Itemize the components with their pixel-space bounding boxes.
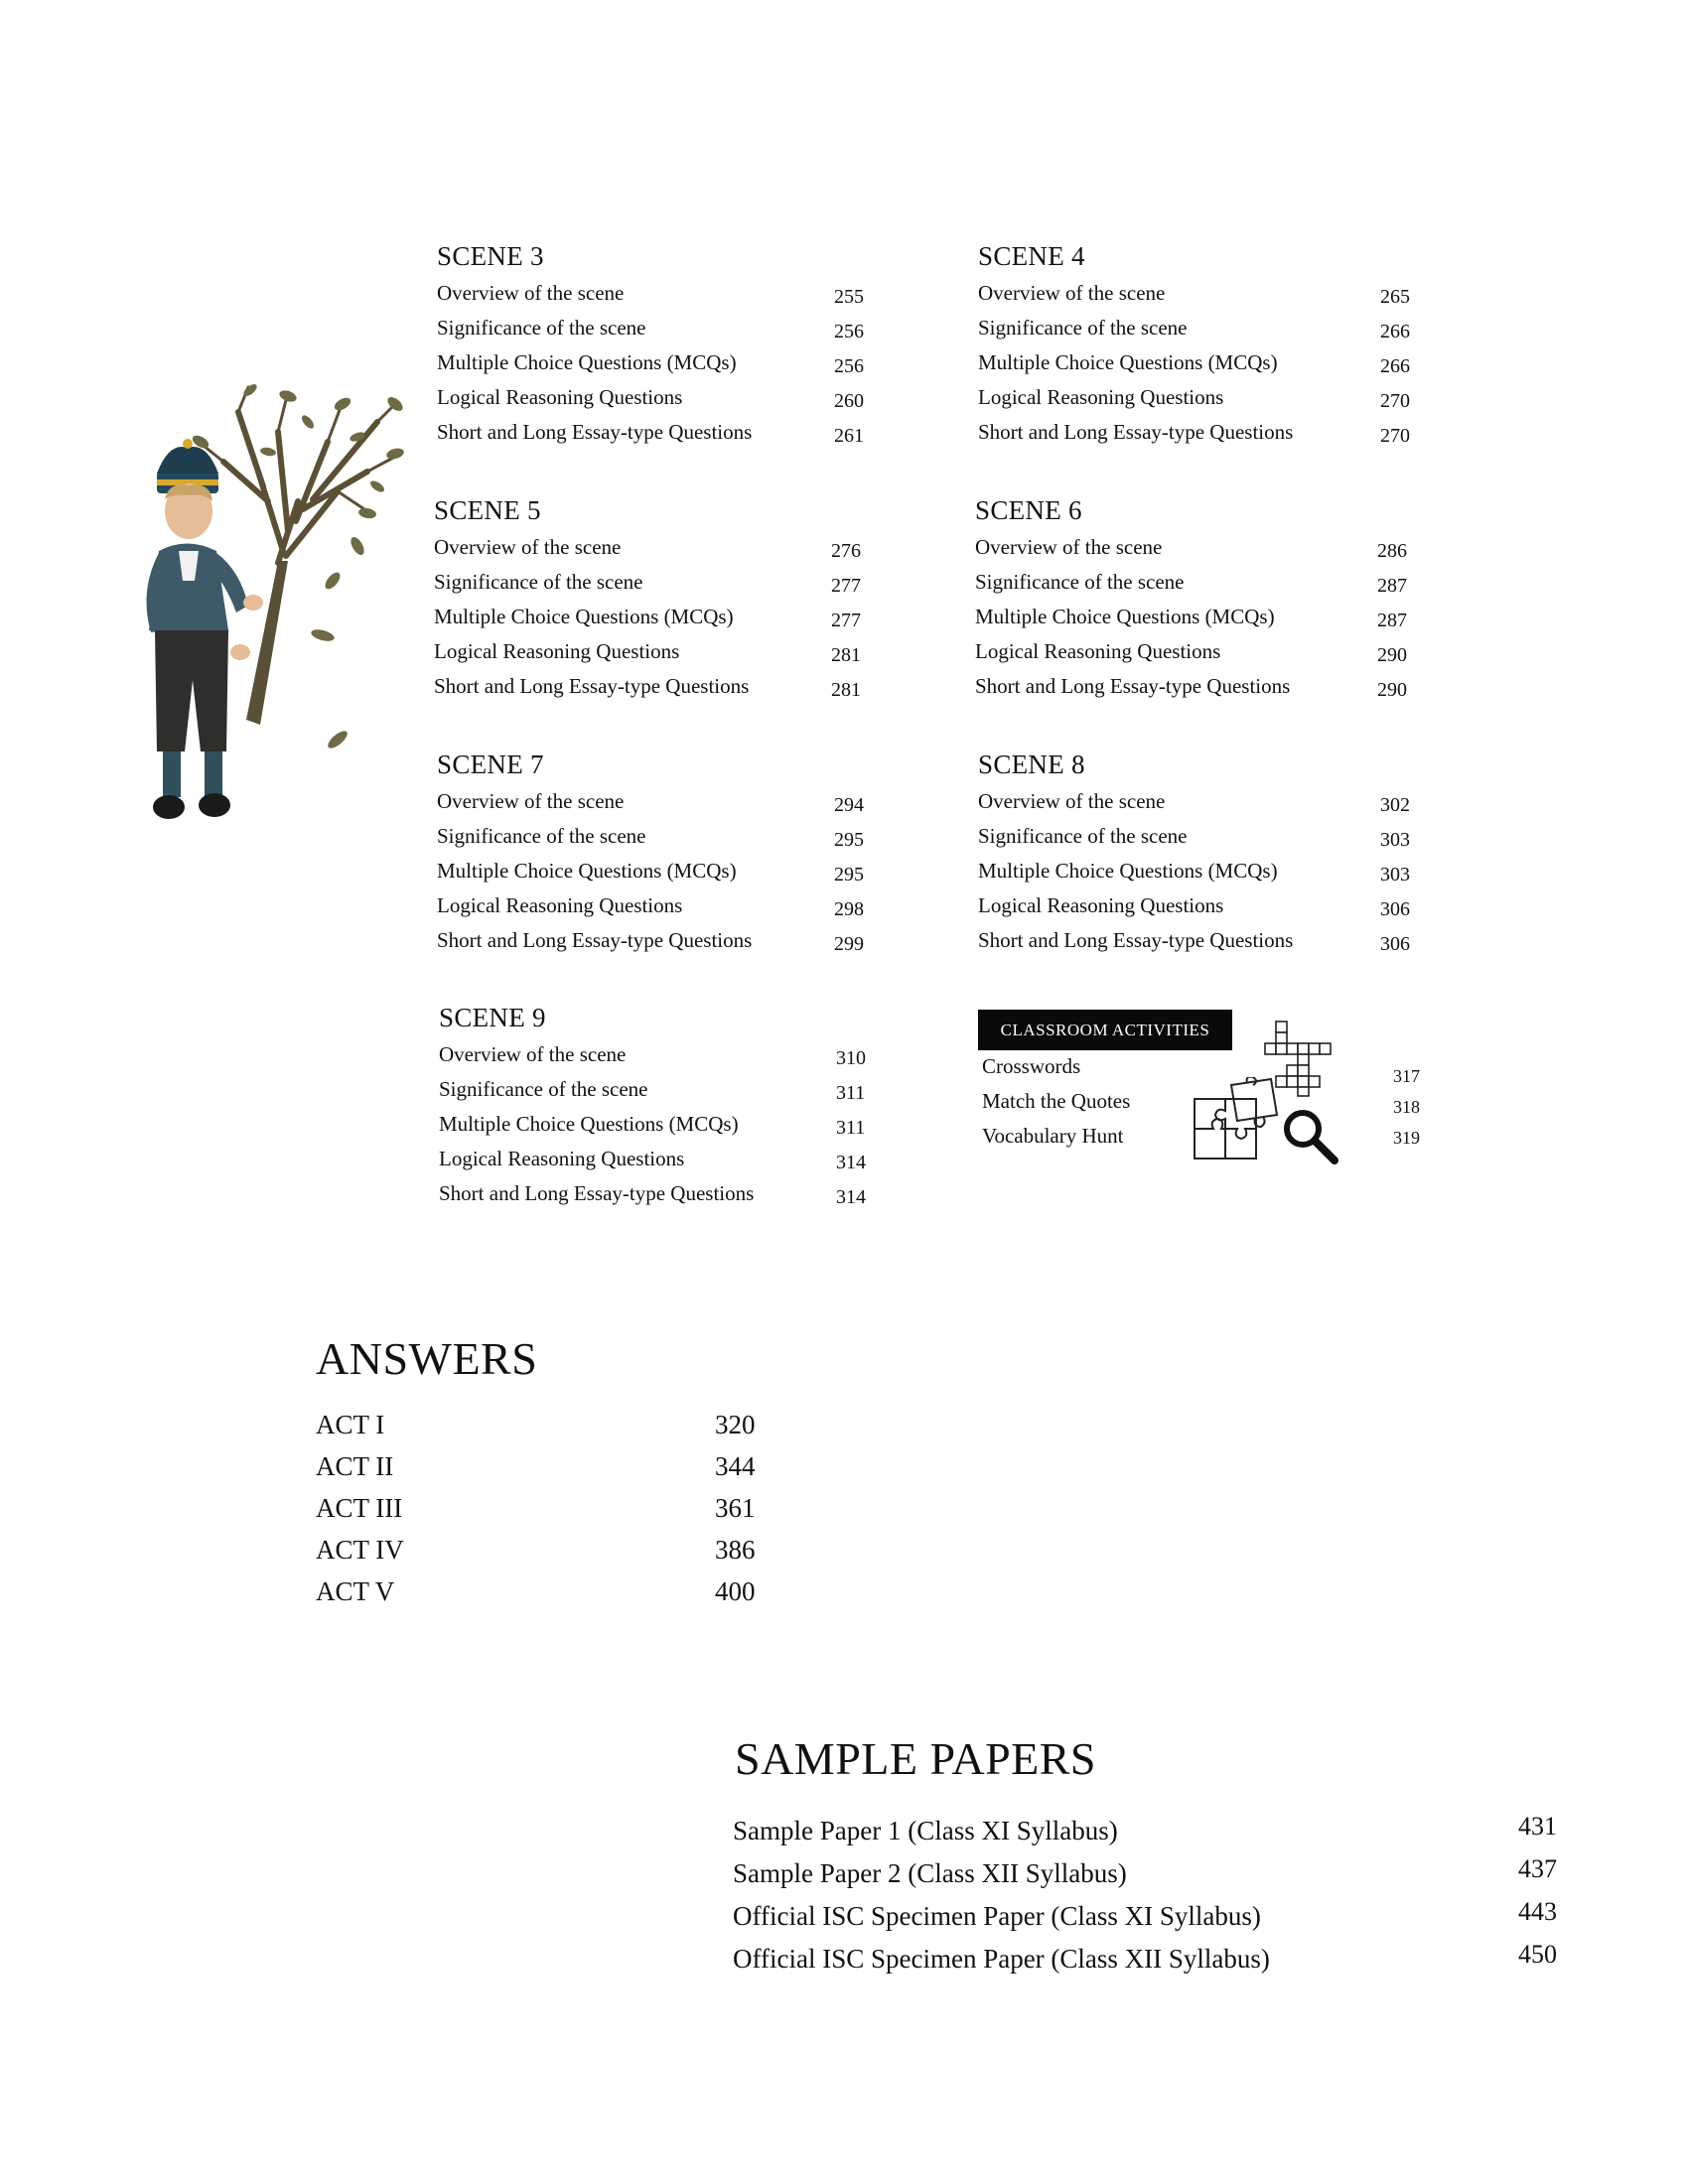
toc-label: Short and Long Essay-type Questions — [439, 1181, 755, 1205]
toc-page: 281 — [831, 644, 861, 666]
answer-label: ACT II — [316, 1451, 394, 1481]
toc-label: Short and Long Essay-type Questions — [978, 420, 1294, 444]
toc-row — [975, 530, 1412, 565]
toc-row — [978, 415, 1415, 450]
toc-page: 287 — [1377, 575, 1407, 597]
toc-page: 266 — [1380, 321, 1410, 342]
answers-heading: ANSWERS — [316, 1333, 538, 1384]
toc-page: 298 — [834, 898, 864, 920]
toc-label: Overview of the scene — [439, 1042, 627, 1066]
toc-page: 266 — [1380, 355, 1410, 377]
answer-label: ACT III — [316, 1493, 403, 1523]
toc-page: 299 — [834, 933, 864, 955]
scene-block-5 — [434, 494, 871, 704]
scene-title: SCENE 5 — [434, 495, 541, 525]
toc-page: 295 — [834, 864, 864, 886]
toc-page: 294 — [834, 794, 864, 816]
sample-paper-page: 450 — [1518, 1940, 1557, 1969]
toc-label: Significance of the scene — [439, 1077, 648, 1101]
sample-paper-label: Sample Paper 2 (Class XII Syllabus) — [733, 1858, 1127, 1888]
sample-paper-row — [733, 1940, 1557, 1983]
answer-page: 320 — [715, 1410, 756, 1439]
scene-block-3 — [437, 240, 874, 450]
toc-row — [978, 923, 1415, 958]
toc-row — [437, 276, 874, 311]
activity-label: Crosswords — [982, 1054, 1081, 1078]
toc-page: 290 — [1377, 679, 1407, 701]
toc-page: 270 — [1380, 425, 1410, 447]
toc-label: Significance of the scene — [437, 824, 646, 848]
toc-page: 311 — [836, 1082, 866, 1104]
scene-block-7 — [437, 749, 874, 958]
toc-label: Overview of the scene — [978, 281, 1166, 305]
toc-label: Multiple Choice Questions (MCQs) — [437, 859, 737, 883]
toc-label: Significance of the scene — [434, 570, 643, 594]
sample-papers-heading: SAMPLE PAPERS — [735, 1733, 1097, 1784]
toc-page: 314 — [836, 1186, 866, 1208]
toc-label: Logical Reasoning Questions — [975, 639, 1221, 663]
toc-page: 311 — [836, 1117, 866, 1139]
toc-page: 261 — [834, 425, 864, 447]
toc-label: Short and Long Essay-type Questions — [437, 420, 753, 444]
toc-label: Significance of the scene — [975, 570, 1185, 594]
toc-row — [975, 669, 1412, 704]
toc-page: 277 — [831, 610, 861, 631]
toc-row — [978, 888, 1415, 923]
classroom-activities — [978, 1010, 1435, 1168]
toc-row — [975, 565, 1412, 600]
answer-row — [316, 1535, 773, 1576]
activity-label: Vocabulary Hunt — [982, 1124, 1124, 1148]
sample-paper-label: Official ISC Specimen Paper (Class XI Syllabus) — [733, 1901, 1261, 1931]
sample-paper-page: 431 — [1518, 1812, 1557, 1841]
scene-block-8 — [978, 749, 1415, 958]
toc-page: 306 — [1380, 933, 1410, 955]
toc-page: 256 — [834, 355, 864, 377]
toc-row — [434, 565, 871, 600]
sample-paper-page: 437 — [1518, 1854, 1557, 1883]
toc-label: Multiple Choice Questions (MCQs) — [437, 350, 737, 374]
toc-page: 281 — [831, 679, 861, 701]
toc-label: Multiple Choice Questions (MCQs) — [434, 605, 734, 628]
toc-label: Short and Long Essay-type Questions — [434, 674, 750, 698]
sample-paper-label: Sample Paper 1 (Class XI Syllabus) — [733, 1816, 1118, 1845]
toc-label: Significance of the scene — [437, 316, 646, 340]
sample-paper-row — [733, 1897, 1557, 1941]
toc-page: 295 — [834, 829, 864, 851]
toc-page: 287 — [1377, 610, 1407, 631]
toc-row — [437, 311, 874, 345]
toc-row — [434, 669, 871, 704]
toc-page: 310 — [836, 1047, 866, 1069]
scene-block-9 — [439, 1002, 876, 1211]
toc-row — [437, 415, 874, 450]
answer-row — [316, 1493, 773, 1535]
toc-page: 302 — [1380, 794, 1410, 816]
toc-label: Overview of the scene — [437, 281, 625, 305]
activity-page: 318 — [1393, 1097, 1420, 1117]
toc-label: Logical Reasoning Questions — [978, 893, 1224, 917]
toc-row — [434, 600, 871, 634]
activity-page: 317 — [1393, 1066, 1420, 1086]
toc-page: 290 — [1377, 644, 1407, 666]
puzzle-icon — [1192, 1077, 1281, 1162]
answer-label: ACT V — [316, 1576, 395, 1606]
toc-row — [437, 923, 874, 958]
toc-label: Multiple Choice Questions (MCQs) — [439, 1112, 739, 1136]
toc-row — [437, 854, 874, 888]
toc-row — [978, 345, 1415, 380]
toc-row — [975, 600, 1412, 634]
answer-page: 361 — [715, 1493, 756, 1523]
scene-title: SCENE 7 — [437, 750, 544, 779]
toc-label: Overview of the scene — [978, 789, 1166, 813]
toc-page: 306 — [1380, 898, 1410, 920]
toc-page: 256 — [834, 321, 864, 342]
toc-page: 265 — [1380, 286, 1410, 308]
toc-page: 303 — [1380, 829, 1410, 851]
toc-page: 260 — [834, 390, 864, 412]
magnifier-icon — [1281, 1107, 1340, 1166]
activity-label: Match the Quotes — [982, 1089, 1131, 1113]
toc-label: Short and Long Essay-type Questions — [975, 674, 1291, 698]
toc-label: Multiple Choice Questions (MCQs) — [978, 859, 1278, 883]
toc-label: Logical Reasoning Questions — [437, 893, 683, 917]
toc-label: Multiple Choice Questions (MCQs) — [975, 605, 1275, 628]
toc-row — [437, 784, 874, 819]
toc-page: 314 — [836, 1152, 866, 1173]
toc-row — [439, 1142, 876, 1176]
toc-label: Significance of the scene — [978, 316, 1188, 340]
toc-page: 255 — [834, 286, 864, 308]
scene-title: SCENE 4 — [978, 241, 1085, 271]
toc-label: Logical Reasoning Questions — [434, 639, 680, 663]
toc-row — [439, 1072, 876, 1107]
toc-row — [978, 276, 1415, 311]
toc-row — [439, 1037, 876, 1072]
scene-title: SCENE 3 — [437, 241, 544, 271]
scene-title: SCENE 6 — [975, 495, 1082, 525]
scene-block-4 — [978, 240, 1415, 450]
sample-paper-label: Official ISC Specimen Paper (Class XII Syllabus) — [733, 1944, 1270, 1974]
sample-paper-row — [733, 1812, 1557, 1855]
sample-paper-row — [733, 1854, 1557, 1898]
toc-page: 303 — [1380, 864, 1410, 886]
toc-row — [434, 530, 871, 565]
toc-row — [978, 380, 1415, 415]
toc-label: Short and Long Essay-type Questions — [978, 928, 1294, 952]
toc-label: Significance of the scene — [978, 824, 1188, 848]
toc-page: 276 — [831, 540, 861, 562]
toc-row — [975, 634, 1412, 669]
toc-page: 270 — [1380, 390, 1410, 412]
scene-block-6 — [975, 494, 1412, 704]
scene-title: SCENE 9 — [439, 1003, 546, 1032]
answer-page: 386 — [715, 1535, 756, 1565]
toc-row — [978, 854, 1415, 888]
toc-row — [437, 345, 874, 380]
toc-row — [439, 1107, 876, 1142]
toc-label: Short and Long Essay-type Questions — [437, 928, 753, 952]
toc-page: 286 — [1377, 540, 1407, 562]
toc-label: Logical Reasoning Questions — [439, 1147, 685, 1170]
toc-row — [437, 819, 874, 854]
toc-label: Logical Reasoning Questions — [437, 385, 683, 409]
answer-row — [316, 1410, 773, 1451]
answer-page: 344 — [715, 1451, 756, 1481]
scene-title: SCENE 8 — [978, 750, 1085, 779]
toc-label: Overview of the scene — [437, 789, 625, 813]
toc-row — [439, 1176, 876, 1211]
toc-label: Logical Reasoning Questions — [978, 385, 1224, 409]
toc-label: Overview of the scene — [434, 535, 622, 559]
answer-label: ACT I — [316, 1410, 385, 1439]
toc-row — [434, 634, 871, 669]
toc-row — [437, 888, 874, 923]
answer-page: 400 — [715, 1576, 756, 1606]
toc-row — [978, 819, 1415, 854]
answer-row — [316, 1451, 773, 1493]
toc-row — [978, 784, 1415, 819]
toc-row — [978, 311, 1415, 345]
toc-label: Multiple Choice Questions (MCQs) — [978, 350, 1278, 374]
toc-label: Overview of the scene — [975, 535, 1163, 559]
answer-label: ACT IV — [316, 1535, 404, 1565]
toc-page: 277 — [831, 575, 861, 597]
answer-row — [316, 1576, 773, 1618]
crowned-figure-with-tree-illustration — [129, 382, 407, 888]
sample-paper-page: 443 — [1518, 1897, 1557, 1926]
toc-row — [437, 380, 874, 415]
classroom-activities-badge: CLASSROOM ACTIVITIES — [978, 1010, 1232, 1050]
activity-page: 319 — [1393, 1128, 1420, 1148]
